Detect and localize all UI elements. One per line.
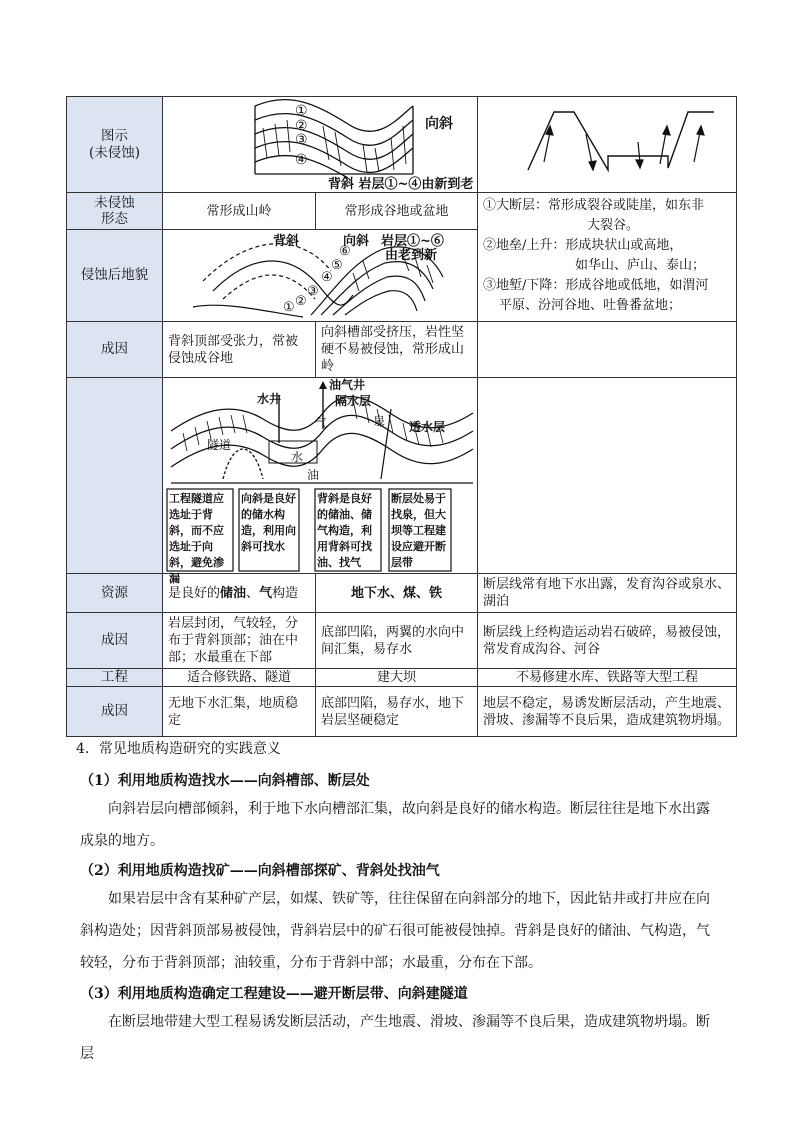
paragraph-3: 在断层地带建大型工程易诱发断层活动，产生地震、滑坡、渗漏等不良后果，造成建筑物坍塌。断层: [80, 1014, 710, 1062]
resource-oil: 储油: [220, 585, 247, 601]
resource-text-pre: 是良好的: [168, 585, 221, 601]
erosion-syncline-label: 向斜: [343, 233, 370, 249]
water-label: 水: [291, 449, 304, 464]
row-engineering: [67, 669, 737, 687]
cell-resource-fault: 断层线常有地下水出露，发育沟谷或泉水、湖泊: [478, 574, 737, 613]
fault-line-2: 大裂谷。: [587, 218, 640, 233]
row-label-diagram: [67, 378, 163, 574]
paragraph-1: 向斜岩层向槽部倾斜，利于地下水向槽部汇集，故向斜是良好的储水构造。断层往往是地下水出露成泉的地方。: [80, 801, 710, 849]
cell-form-syncline: 常形成谷地或盆地: [316, 193, 478, 230]
row-form: [67, 193, 737, 230]
syncline-label: 向斜: [425, 115, 453, 132]
subsection-3-title: （3）利用地质构造确定工程建设——避开断层带、向斜建隧道: [80, 986, 468, 1002]
fault-diagram: [478, 97, 737, 193]
gas-label: 气: [315, 415, 328, 430]
box-fault: 断层处易于找泉，但大坝等工程建设应避开断层带: [391, 491, 446, 569]
row-label-resource: 资源: [67, 574, 163, 613]
erosion-layer-6: ⑥: [339, 243, 351, 259]
well-label: 水井: [257, 391, 282, 406]
layer-3-mark: ③: [295, 131, 308, 148]
row-label-cause-2: 成因: [67, 613, 163, 669]
resource-diagram: [163, 377, 478, 585]
section-4-title: 4．常见地质构造研究的实践意义: [76, 741, 281, 757]
cell-cause1-fault: [478, 322, 737, 378]
cell-cause3-anticline: 无地下水汇集，地质稳定: [163, 687, 316, 737]
fault-line-1: ①大断层：常形成裂谷或陡崖，如东非: [483, 198, 705, 213]
oil-label: 油: [307, 467, 320, 482]
row-cause-3: [67, 687, 737, 737]
row-label-illustration: 图示 (未侵蚀): [67, 97, 163, 193]
erosion-layer-1: ①: [283, 299, 295, 315]
cell-cause1-syncline: 向斜槽部受挤压，岩性坚硬不易被侵蚀，常形成山岭: [316, 322, 478, 378]
row-label-cause-1: 成因: [67, 322, 163, 378]
spring-label: 泉: [373, 413, 386, 428]
cell-form-anticline: 常形成山岭: [163, 193, 316, 230]
row-label-engineering: 工程: [67, 669, 163, 687]
resource-text-post: 构造: [272, 585, 299, 601]
row-illustration: [67, 97, 737, 193]
row-label-form: 未侵蚀 形态: [67, 193, 163, 230]
fault-line-3: ②地垒/上升：形成块状山或高地，: [483, 238, 683, 253]
fold-caption: 背斜 岩层①~④由新到老: [328, 176, 474, 192]
layer-2-mark: ②: [295, 117, 308, 134]
row-resource: [67, 574, 737, 613]
cell-fault-forms: [478, 193, 737, 322]
cell-resource-syncline: 地下水、煤、铁: [316, 574, 478, 613]
subsection-1-title: （1）利用地质构造找水——向斜槽部、断层处: [80, 773, 370, 789]
row-label-cause-3: 成因: [67, 687, 163, 737]
erosion-layer-5: ⑤: [331, 257, 343, 273]
row-cause-1: [67, 322, 737, 378]
box-tunnel: 工程隧道应选址于背斜，而不应选址于向斜，避免渗漏: [169, 491, 224, 585]
subsection-2-title: （2）利用地质构造找矿——向斜槽部探矿、背斜处找油气: [80, 863, 440, 879]
oil-well-label: 油气井: [329, 377, 366, 392]
cell-eng-fault: 不易修建水库、铁路等大型工程: [478, 669, 737, 687]
fault-line-5: ③地堑/下降：形成谷地或低地，如渭河: [483, 278, 709, 293]
cell-cause3-syncline: 底部凹陷，易存水，地下岩层坚硬稳定: [316, 687, 478, 737]
cell-cause2-anticline: 岩层封闭，气较轻，分布于背斜顶部；油在中部；水最重在下部: [163, 613, 316, 669]
layer-1-mark: ①: [295, 102, 308, 119]
box-oil: 背斜是良好的储油、储气构造，利用背斜可找油、找气: [317, 491, 372, 569]
fold-diagram: [163, 97, 478, 193]
row-resource-diagram: [67, 378, 737, 574]
erosion-caption-1: 岩层①~⑥: [381, 233, 444, 249]
erosion-layer-4: ④: [321, 269, 333, 285]
cell-cause3-fault: 地层不稳定，易诱发断层活动，产生地震、滑坡、渗漏等不良后果，造成建筑物坍塌。: [478, 687, 737, 737]
cell-cause2-syncline: 底部凹陷，两翼的水向中间汇集，易存水: [316, 613, 478, 669]
fault-line-6: 平原、汾河谷地、吐鲁番盆地；: [499, 298, 682, 313]
box-water: 向斜是良好的储水构造，利用向斜可找水: [241, 491, 296, 553]
fault-line-4: 如华山、庐山、泰山；: [575, 258, 706, 273]
cell-eng-syncline: 建大坝: [316, 669, 478, 687]
geology-table: [66, 96, 737, 737]
resource-sep: 、: [246, 585, 260, 601]
erosion-anticline-label: 背斜: [273, 233, 300, 249]
row-cause-2: [67, 613, 737, 669]
erosion-layer-3: ③: [307, 283, 319, 299]
cell-cause2-fault: 断层线上经构造运动岩石破碎，易被侵蚀，常发育成沟谷、河谷: [478, 613, 737, 669]
tunnel-label-1: 隧道: [207, 437, 232, 452]
cell-cause1-anticline: 背斜顶部受张力，常被侵蚀成谷地: [163, 322, 316, 378]
paragraph-2: 如果岩层中含有某种矿产层，如煤、铁矿等，往往保留在向斜部分的地下，因此钻井或打井应在向斜构造处；因背斜顶部易被侵蚀，背斜岩层中的矿石很可能被侵蚀掉。背斜是良好的储油、气构造，气较轻，分布于背斜顶部；油较重，分布于背斜中部；水最重，分布在下部。: [80, 891, 710, 971]
erosion-diagram: [163, 230, 478, 322]
cell-diagram-fault: [478, 378, 737, 574]
cell-eng-anticline: 适合修铁路、隧道: [163, 669, 316, 687]
cell-resource-anticline: [163, 574, 316, 613]
resource-gas: 气: [259, 585, 273, 601]
row-label-erosion: 侵蚀后地貌: [67, 230, 163, 322]
layer-4-mark: ④: [295, 151, 308, 168]
aquifer-label: 透水层: [409, 419, 446, 434]
erosion-caption-2: 由老到新: [385, 247, 438, 263]
erosion-layer-2: ②: [295, 293, 307, 309]
aquiclude-label: 隔水层: [335, 393, 372, 408]
